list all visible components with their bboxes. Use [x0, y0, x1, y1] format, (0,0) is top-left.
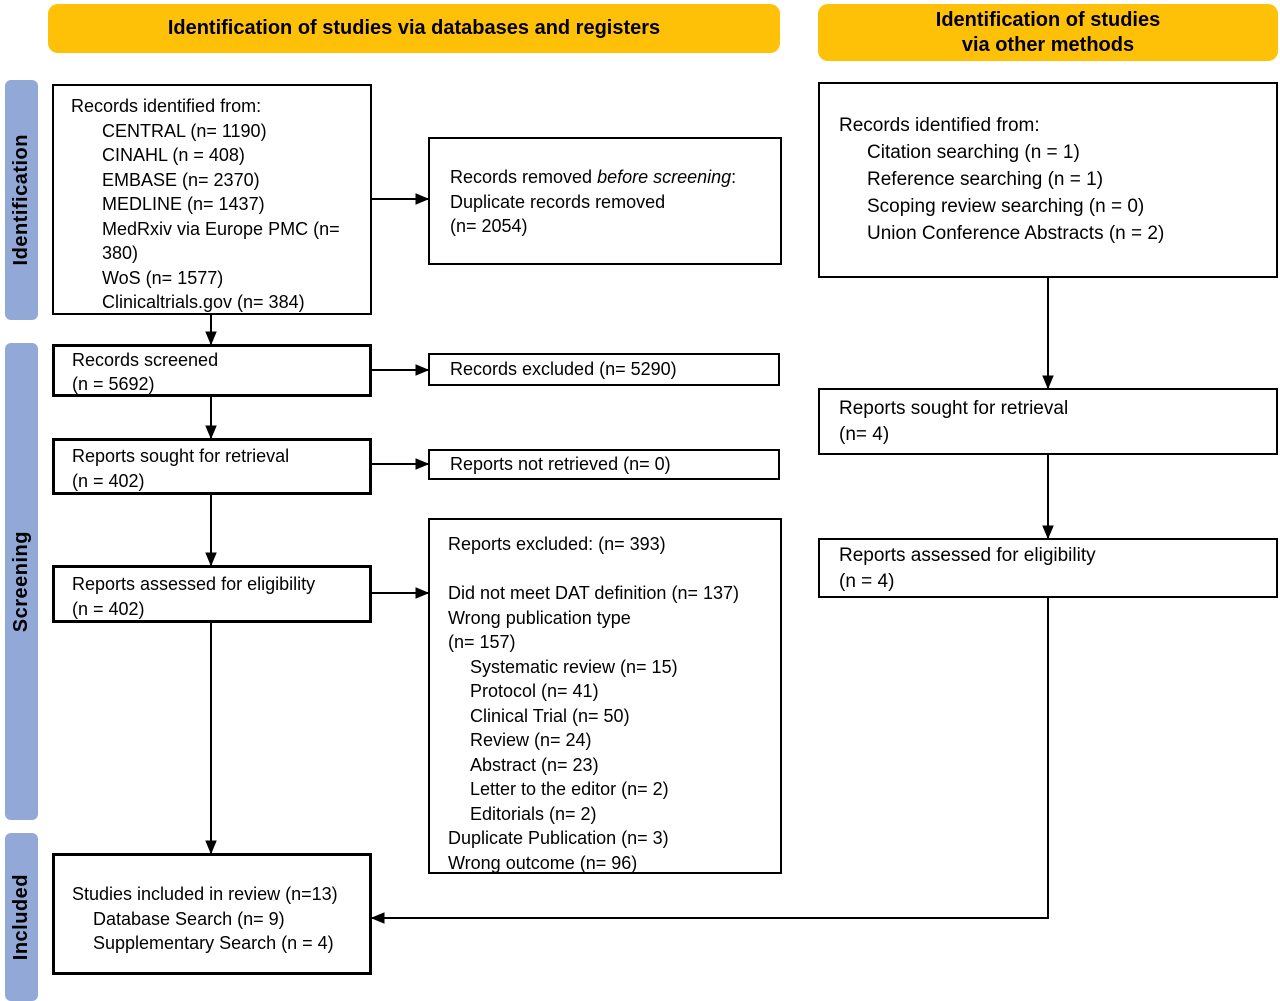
records-db-item: 380): [102, 243, 139, 263]
studies-included-item: Supplementary Search (n = 4): [93, 933, 334, 953]
reports-excluded-title: Reports excluded: (n= 393): [448, 534, 666, 554]
box-reports-assessed-other: [818, 538, 1278, 598]
box-records-excluded: [428, 353, 780, 386]
records-other-item: Citation searching (n = 1): [867, 142, 1080, 163]
stage-screening: [5, 343, 38, 820]
records-screened-count: (n = 5692): [72, 374, 155, 394]
records-removed-line1: [450, 165, 770, 190]
reports-excluded-subitem: Systematic review (n= 15): [470, 656, 678, 677]
records-db-title: Records identified from:: [71, 96, 262, 116]
box-records-identified-databases: [52, 84, 372, 315]
stage-identification-label: Identification: [10, 134, 32, 266]
box-records-screened: [52, 344, 372, 397]
stage-included-label: Included: [10, 873, 32, 961]
records-other-item: Scoping review searching (n = 0): [867, 196, 1145, 217]
reports-excluded-subitem: Letter to the editor (n= 2): [470, 779, 669, 799]
spacer: [448, 557, 774, 582]
reports-excluded-reason: Did not meet DAT definition (n= 137): [448, 583, 739, 603]
reports-excluded-reason: Duplicate Publication (n= 3): [448, 828, 669, 848]
reports-not-retrieved-text: Reports not retrieved (n= 0): [450, 454, 671, 475]
reports-assessed-other-count: (n = 4): [839, 571, 895, 592]
box-reports-sought-other: [818, 388, 1278, 455]
records-other-title: Records identified from:: [839, 115, 1040, 136]
banner-other-methods-line2: via other methods: [961, 33, 1135, 56]
reports-excluded-reason-count: (n= 157): [448, 632, 516, 652]
records-db-item: MedRxiv via Europe PMC (n=: [102, 218, 340, 239]
stage-screening-label: Screening: [10, 530, 32, 633]
records-screened-line1: Records screened: [72, 350, 219, 370]
records-excluded-text: Records excluded (n= 5290): [450, 359, 677, 380]
box-studies-included: [52, 853, 372, 975]
box-reports-sought-retrieval: [52, 438, 372, 495]
banner-other-methods: [818, 4, 1278, 61]
reports-sought-other-line1: Reports sought for retrieval: [839, 398, 1069, 419]
box-reports-excluded-reasons: [428, 518, 782, 874]
records-db-item: Clinicaltrials.gov (n= 384): [102, 292, 305, 312]
banner-other-methods-line1: Identification of studies: [935, 8, 1161, 31]
reports-excluded-subitem: Review (n= 24): [470, 730, 592, 750]
reports-excluded-subitem: Editorials (n= 2): [470, 803, 597, 824]
box-reports-assessed-eligibility: [52, 565, 372, 623]
box-records-identified-other: [818, 82, 1278, 278]
records-db-item: WoS (n= 1577): [102, 267, 224, 288]
records-other-item: Union Conference Abstracts (n = 2): [867, 223, 1165, 244]
reports-sought-other-count: (n= 4): [839, 424, 890, 445]
records-db-item: MEDLINE (n= 1437): [102, 194, 265, 214]
reports-assessed-count: (n = 402): [72, 599, 145, 619]
records-db-item: EMBASE (n= 2370): [102, 169, 260, 190]
reports-excluded-subitem: Clinical Trial (n= 50): [470, 705, 630, 726]
records-db-item: CINAHL (n = 408): [102, 145, 245, 165]
records-db-item: CENTRAL (n= 1190): [102, 120, 267, 141]
records-removed-suffix: :: [731, 167, 737, 187]
records-removed-prefix: Records removed: [450, 167, 598, 187]
stage-included: [5, 833, 38, 1001]
reports-excluded-reason: Wrong outcome (n= 96): [448, 852, 638, 873]
studies-included-item: Database Search (n= 9): [93, 908, 285, 929]
records-removed-count: (n= 2054): [450, 216, 528, 236]
box-records-removed-before-screening: [428, 137, 782, 265]
reports-excluded-reason: Wrong publication type: [448, 607, 631, 628]
reports-assessed-other-line1: Reports assessed for eligibility: [839, 545, 1096, 566]
banner-databases-registers-label: Identification of studies via databases and registers: [167, 17, 661, 39]
reports-excluded-subitem: Protocol (n= 41): [470, 681, 599, 701]
studies-included-title: Studies included in review (n=13): [72, 884, 338, 904]
records-removed-line2: Duplicate records removed: [450, 191, 666, 212]
reports-excluded-subitem: Abstract (n= 23): [470, 754, 599, 775]
reports-sought-line1: Reports sought for retrieval: [72, 446, 290, 466]
reports-sought-count: (n = 402): [72, 471, 145, 491]
reports-assessed-line1: Reports assessed for eligibility: [72, 574, 316, 594]
stage-identification: [5, 80, 38, 320]
records-removed-italic: before screening: [597, 167, 732, 187]
box-reports-not-retrieved: [428, 449, 780, 480]
records-other-item: Reference searching (n = 1): [867, 169, 1104, 190]
banner-databases-registers: [48, 4, 780, 53]
